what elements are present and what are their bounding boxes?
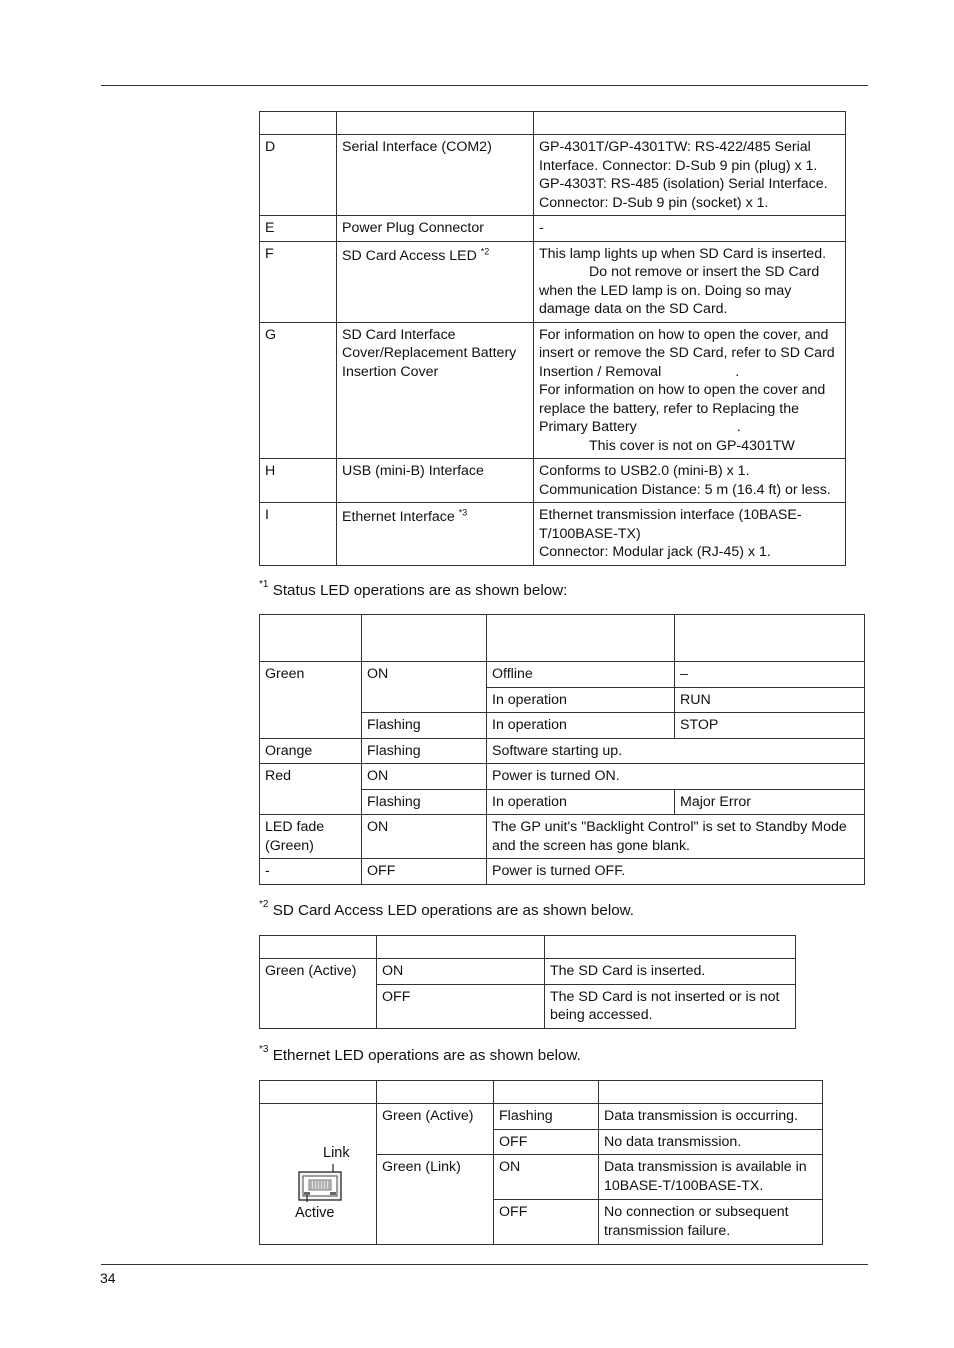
active-label: Active [295, 1205, 335, 1221]
row-desc: For information on how to open the cover, and insert or remove the SD Card, refer to SD Card Insertion / Removal . For information on how to open the cover and replace the battery, refer to Replacing the Primary Battery . This cover is not on GP-4301TW [534, 322, 846, 459]
table-row: OFF No data transmission. [260, 1129, 823, 1155]
link-label: Link [323, 1145, 350, 1161]
row-key: G [260, 322, 337, 459]
row-desc: Ethernet transmission interface (10BASE-T/100BASE-TX) Connector: Modular jack (RJ-45) x 1. [534, 503, 846, 566]
row-desc: Conforms to USB2.0 (mini-B) x 1. Communication Distance: 5 m (16.4 ft) or less. [534, 459, 846, 503]
table-row [260, 216, 846, 242]
table-row [260, 135, 846, 216]
table-header-row [260, 1081, 823, 1104]
row-name: SD Card Access LED $^{*2}$ [337, 241, 534, 322]
row-desc: - [534, 216, 846, 242]
ethernet-led-table [259, 1080, 823, 1245]
header-rule [101, 85, 868, 86]
row-key: F [260, 241, 337, 322]
row-key: D [260, 135, 337, 216]
page-number: 34 [100, 1270, 116, 1286]
row-key: E [260, 216, 337, 242]
table-row: Orange Flashing Software starting up. [260, 738, 865, 764]
table-header-row [260, 936, 796, 959]
table-header-row [260, 112, 846, 135]
table-row [260, 459, 846, 503]
ethernet-port-figure [260, 1104, 376, 1244]
row-name: Power Plug Connector [337, 216, 534, 242]
footnote-3: $^{*3}$ Ethernet LED operations are as shown below. [259, 1044, 581, 1065]
row-key: H [260, 459, 337, 503]
interface-table [259, 111, 846, 566]
table-row: Flashing In operation Major Error [260, 789, 865, 815]
row-name: Ethernet Interface $^{*3}$ [337, 503, 534, 566]
row-name: Serial Interface (COM2) [337, 135, 534, 216]
table-row: Green (Active) ON The SD Card is inserted. [260, 959, 796, 985]
table-row: OFF No connection or subsequent transmission failure. [260, 1200, 823, 1245]
ethernet-port-cell [260, 1104, 377, 1245]
row-name: SD Card Interface Cover/Replacement Battery Insertion Cover [337, 322, 534, 459]
table-row [260, 322, 846, 459]
footnote-mark: *3 [458, 507, 468, 518]
table-row [260, 503, 846, 566]
status-led-table [259, 614, 865, 885]
table-row: Flashing In operation STOP [260, 713, 865, 739]
table-row: Red ON Power is turned ON. [260, 764, 865, 790]
table-row: LED fade (Green) ON The GP unit's "Backlight Control" is set to Standby Mode and the screen has gone blank. [260, 815, 865, 859]
table-row: Green ON Offline – [260, 662, 865, 688]
rj45-port-icon [296, 1162, 346, 1204]
footnote-2: $^{*2}$ SD Card Access LED operations are as shown below. [259, 899, 634, 920]
footnote-1: $^{*1}$ Status LED operations are as shown below: [259, 579, 568, 600]
table-header-row [260, 615, 865, 662]
table-row: - OFF Power is turned OFF. [260, 859, 865, 885]
footnote-mark: *3 [259, 1044, 269, 1055]
sd-led-table [259, 935, 796, 1029]
footer-rule [101, 1264, 868, 1265]
footnote-mark: *2 [259, 899, 269, 910]
table-row: Green (Link) ON Data transmission is available in 10BASE-T/100BASE-TX. [260, 1155, 823, 1200]
table-row: In operation RUN [260, 687, 865, 713]
row-desc: GP-4301T/GP-4301TW: RS-422/485 Serial Interface. Connector: D-Sub 9 pin (plug) x 1. GP-4303T: RS-485 (isolation) Serial Interface. Connector: D-Sub 9 pin (socket) x 1. [534, 135, 846, 216]
row-desc: This lamp lights up when SD Card is inserted. Do not remove or insert the SD Card when the LED lamp is on. Doing so may damage data on the SD Card. [534, 241, 846, 322]
table-row [260, 241, 846, 322]
row-name: USB (mini-B) Interface [337, 459, 534, 503]
table-row: OFF The SD Card is not inserted or is not being accessed. [260, 984, 796, 1028]
footnote-mark: *2 [480, 245, 490, 256]
footnote-mark: *1 [259, 579, 269, 590]
row-key: I [260, 503, 337, 566]
table-row: Link Active Green (Active) Flashing Data transmission is occurring. [260, 1104, 823, 1130]
